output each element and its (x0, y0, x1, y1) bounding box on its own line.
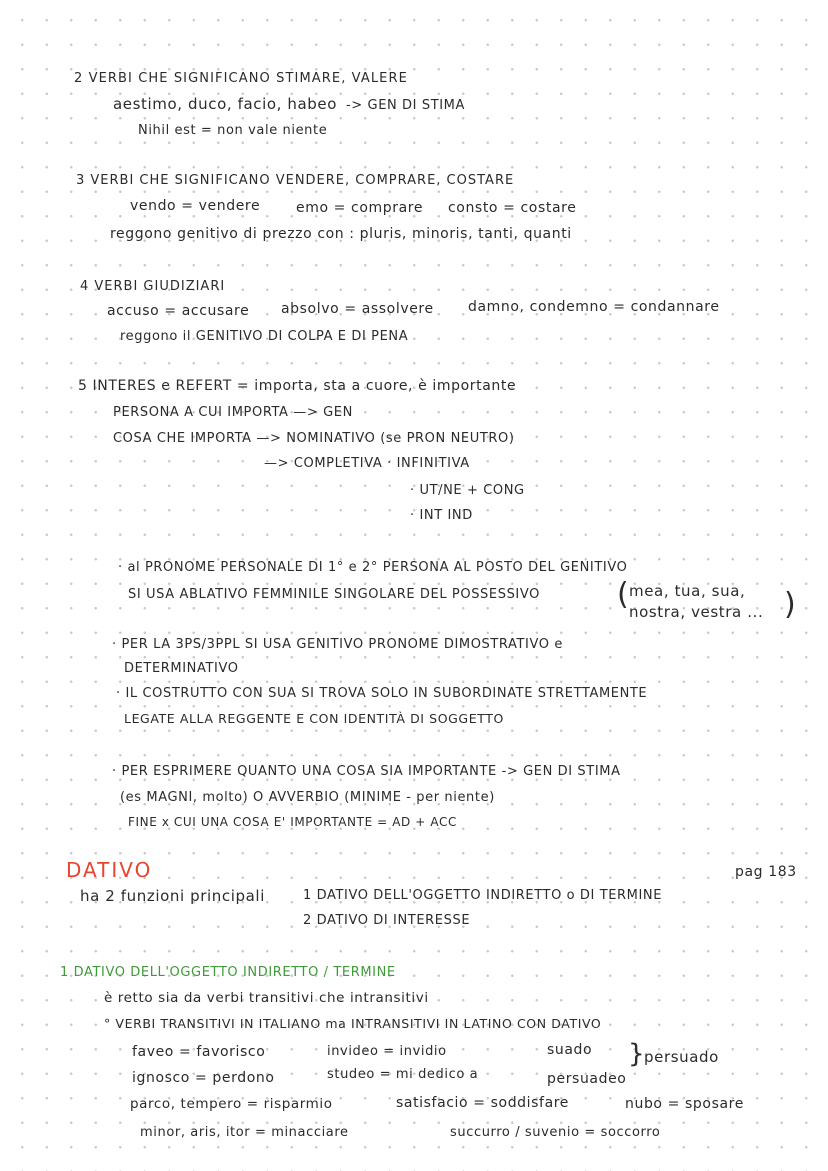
note-possessivi-1: mea, tua, sua, (629, 582, 746, 600)
heading-stima: 2 VERBI CHE SIGNIFICANO STIMARE, VALERE (74, 71, 408, 86)
note-3ps-1: · PER LA 3PS/3PPL SI USA GENITIVO PRONOME DIMOSTRATIVO e (112, 637, 563, 652)
verb-satisfacio: satisfacio = soddisfare (396, 1095, 570, 1111)
verb-suado: suado (547, 1042, 593, 1058)
page-ref: pag 183 (735, 864, 797, 880)
interest-cosa: COSA CHE IMPORTA —> NOMINATIVO (se PRON NEUTRO) (113, 431, 515, 446)
rule-prezzo: reggono genitivo di prezzo con : pluris, minoris, tanti, quanti (110, 226, 572, 242)
interest-int-ind: · INT IND (410, 508, 473, 523)
example-nihil: Nihil est = non vale niente (138, 123, 328, 138)
verb-absolvo: absolvo = assolvere (281, 301, 434, 317)
note-3ps-2: DETERMINATIVO (124, 661, 239, 676)
curly-brace-symbol: } (628, 1039, 645, 1069)
note-possessivi-2: nostra, vestra ... (629, 603, 764, 621)
right-paren-symbol: ) (784, 587, 796, 622)
verb-persuado: persuado (644, 1048, 719, 1066)
arrow-gen-stima: -> GEN DI STIMA (346, 98, 465, 113)
verb-persuadeo: persuadeo (547, 1071, 627, 1087)
verb-emo: emo = comprare (296, 200, 424, 216)
left-paren-symbol: ( (617, 577, 629, 612)
verb-faveo: faveo = favorisco (132, 1044, 266, 1060)
verb-ignosco: ignosco = perdono (132, 1070, 275, 1086)
dativo-sub-heading: 1 DATIVO DELL'OGGETTO INDIRETTO / TERMINE (60, 965, 396, 980)
note-pronome-1: · al PRONOME PERSONALE DI 1° e 2° PERSONA AL POSTO DEL GENITIVO (118, 560, 628, 575)
verb-minor: minor, aris, itor = minacciare (140, 1125, 349, 1140)
verb-vendo: vendo = vendere (130, 198, 261, 214)
note-esprimere-2: (es MAGNI, molto) O AVVERBIO (MINIME - per niente) (120, 790, 495, 805)
verb-succurro: succurro / suvenio = soccorro (450, 1125, 661, 1140)
heading-giudiziari: 4 VERBI GIUDIZIARI (80, 279, 226, 294)
note-esprimere-1: · PER ESPRIMERE QUANTO UNA COSA SIA IMPORTANTE -> GEN DI STIMA (112, 764, 621, 779)
verb-invideo: invideo = invidio (327, 1044, 447, 1059)
verb-consto: consto = costare (448, 200, 577, 216)
dativo-title: DATIVO (66, 858, 153, 882)
verb-parco: parco, tempero = risparmio (130, 1096, 333, 1112)
dativo-transitivi: ° VERBI TRANSITIVI IN ITALIANO ma INTRANSITIVI IN LATINO CON DATIVO (104, 1016, 602, 1031)
interest-ut-ne: · UT/NE + CONG (410, 483, 525, 498)
verb-studeo: studeo = mi dedico a (327, 1067, 479, 1082)
dativo-funzione-2: 2 DATIVO DI INTERESSE (303, 913, 471, 928)
verb-nubo: nubo = sposare (625, 1096, 744, 1112)
verb-damno: damno, condemno = condannare (468, 299, 720, 315)
dativo-funzione-1: 1 DATIVO DELL'OGGETTO INDIRETTO o DI TERMINE (303, 888, 663, 903)
note-costrutto-1: · IL COSTRUTTO CON SUA SI TROVA SOLO IN SUBORDINATE STRETTAMENTE (116, 686, 648, 701)
note-pronome-2: SI USA ABLATIVO FEMMINILE SINGOLARE DEL POSSESSIVO (128, 587, 540, 602)
interest-completiva: —> COMPLETIVA · INFINITIVA (264, 456, 470, 471)
note-fine: FINE x CUI UNA COSA E' IMPORTANTE = AD + ACC (128, 815, 457, 829)
interest-persona: PERSONA A CUI IMPORTA —> GEN (113, 405, 353, 420)
dativo-intro: ha 2 funzioni principali (80, 887, 265, 905)
heading-interest: 5 INTERES e REFERT = importa, sta a cuore, è importante (78, 378, 517, 394)
note-costrutto-2: LEGATE ALLA REGGENTE E CON IDENTITÀ DI SOGGETTO (124, 711, 504, 726)
heading-prezzo: 3 VERBI CHE SIGNIFICANO VENDERE, COMPRARE, COSTARE (76, 173, 515, 188)
rule-giudiziari: reggono il GENITIVO DI COLPA E DI PENA (120, 329, 409, 344)
verbs-stima: aestimo, duco, facio, habeo (113, 95, 338, 113)
verb-accuso: accuso = accusare (107, 303, 250, 319)
dativo-retto: è retto sia da verbi transitivi che intransitivi (104, 990, 429, 1006)
